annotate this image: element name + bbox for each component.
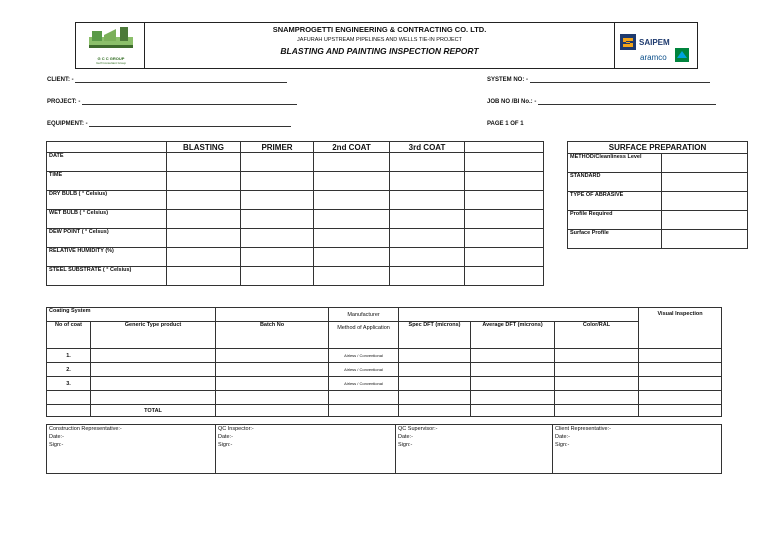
table-cell[interactable] [662,192,748,211]
aramco-icon [675,48,689,62]
table-cell[interactable] [216,377,329,391]
table-cell[interactable] [390,248,465,267]
signature-sign: Sign:- [555,442,570,448]
table-cell[interactable] [329,391,399,405]
client-field[interactable] [47,77,287,83]
conditions-header-extra [465,142,544,153]
col-header-batch-no: Batch No [216,322,329,349]
coat-row-method: Airless / Conventional [329,363,399,377]
conditions-header-primer: PRIMER [241,142,314,153]
table-cell[interactable] [662,173,748,192]
table-cell[interactable] [465,210,544,229]
row-label-dew-point: DEW POINT ( ° Celsus) [47,229,167,248]
table-cell[interactable] [241,267,314,286]
table-cell[interactable] [167,191,241,210]
col-header-color-ral: Color/RAL [555,322,639,349]
table-cell[interactable] [314,191,390,210]
table-cell[interactable] [555,391,639,405]
table-cell[interactable] [639,363,722,377]
row-label-dry-bulb: DRY BULB ( ° Celsius) [47,191,167,210]
table-cell[interactable] [471,377,555,391]
table-cell[interactable] [471,405,555,417]
col-header-avg-dft: Average DFT (microns) [471,322,555,349]
table-cell[interactable] [47,391,91,405]
coat-row-method: Airless / Conventional [329,377,399,391]
gcc-logo-icon [86,25,136,51]
signature-client-rep[interactable] [553,425,722,474]
conditions-table [46,141,544,286]
saipem-logo-text: SAIPEM [639,38,670,47]
signature-sign: Sign:- [218,442,233,448]
signature-date: Date:- [398,434,413,440]
col-header-method: Method of Application [329,322,399,349]
col-header-spec-dft: Spec DFT (microns) [399,322,471,349]
table-cell[interactable] [390,210,465,229]
table-cell[interactable] [91,349,216,363]
surface-prep-profile-required: Profile Required [568,211,662,230]
table-cell[interactable] [314,172,390,191]
row-label-relative-humidity: RELATIVE HUMIDITY (%) [47,248,167,267]
table-cell[interactable] [314,153,390,172]
signature-role: Client Representative:- [555,426,611,432]
coat-row-number: 3. [47,377,91,391]
table-cell[interactable] [241,191,314,210]
signature-date: Date:- [218,434,233,440]
conditions-header-blasting: BLASTING [167,142,241,153]
table-cell[interactable] [662,230,748,249]
table-cell[interactable] [471,363,555,377]
table-cell[interactable] [390,267,465,286]
table-cell[interactable] [314,267,390,286]
company-name: SNAMPROGETTI ENGINEERING & CONTRACTING CO. LTD. [272,25,487,34]
job-no-input-line[interactable] [538,99,716,105]
table-cell[interactable] [465,191,544,210]
table-cell[interactable] [639,391,722,405]
report-header [75,22,698,69]
table-cell[interactable] [471,391,555,405]
table-cell[interactable] [662,154,748,173]
equipment-label: EQUIPMENT: - [47,121,88,127]
coat-row-number: 1. [47,349,91,363]
equipment-input-line[interactable] [89,121,291,127]
table-cell[interactable] [91,363,216,377]
table-cell[interactable] [216,308,329,322]
coating-system-label: Coating System [47,308,216,322]
signature-role: Construction Representative:- [49,426,122,432]
table-cell[interactable] [241,153,314,172]
table-cell[interactable] [555,405,639,417]
manufacturer-label: Manufacturer [329,308,399,322]
table-cell[interactable] [314,248,390,267]
table-cell[interactable] [91,391,216,405]
system-no-input-line[interactable] [530,77,710,83]
row-label-date: DATE [47,153,167,172]
client-logos [620,30,692,66]
aramco-logo-text: aramco [640,53,667,62]
signature-qc-inspector[interactable] [216,425,396,474]
table-cell[interactable] [241,248,314,267]
surface-prep-abrasive: TYPE OF ABRASIVE [568,192,662,211]
table-cell[interactable] [639,377,722,391]
job-no-label: JOB NO /BI No.: - [487,99,537,105]
surface-prep-method: METHOD/Cleanliness Level [568,154,662,173]
system-no-field[interactable] [487,77,710,83]
gcc-logo [86,25,136,65]
client-input-line[interactable] [75,77,287,83]
table-cell[interactable] [399,363,471,377]
signature-sign: Sign:- [49,442,64,448]
signature-qc-supervisor[interactable] [396,425,553,474]
table-cell[interactable] [167,248,241,267]
table-cell[interactable] [465,153,544,172]
coating-table [46,307,722,417]
table-cell[interactable] [216,405,329,417]
table-cell[interactable] [216,391,329,405]
project-label: PROJECT: - [47,99,81,105]
col-header-no-of-coat: No of coat [47,322,91,349]
signature-date: Date:- [49,434,64,440]
system-no-label: SYSTEM NO: - [487,77,529,83]
saipem-icon [620,34,636,50]
table-cell[interactable] [167,172,241,191]
row-label-steel-substrate: STEEL SUBSTRATE ( ° Celsius) [47,267,167,286]
table-cell[interactable] [167,210,241,229]
table-cell[interactable] [216,349,329,363]
table-cell[interactable] [555,349,639,363]
table-cell[interactable] [216,363,329,377]
signature-construction-rep[interactable] [47,425,216,474]
table-cell[interactable] [241,229,314,248]
table-cell[interactable] [471,349,555,363]
gcc-logo-subtext: Gulf Consultant Group [96,61,126,65]
equipment-field[interactable] [47,121,291,127]
table-cell[interactable] [390,172,465,191]
table-cell[interactable] [465,267,544,286]
table-cell[interactable] [329,405,399,417]
header-divider [614,22,615,69]
surface-prep-title: SURFACE PREPARATION [568,142,748,154]
table-cell[interactable] [390,229,465,248]
signature-date: Date:- [555,434,570,440]
signature-role: QC Inspector:- [218,426,254,432]
surface-prep-surface-profile: Surface Profile [568,230,662,249]
table-cell[interactable] [167,267,241,286]
coat-row-number: 2. [47,363,91,377]
page-number: PAGE 1 OF 1 [487,121,524,127]
conditions-header-blank [47,142,167,153]
table-cell[interactable] [390,153,465,172]
surface-prep-standard: STANDARD [568,173,662,192]
table-cell[interactable] [555,377,639,391]
table-cell[interactable] [639,405,722,417]
table-cell[interactable] [662,211,748,230]
signature-sign: Sign:- [398,442,413,448]
conditions-header-3rd-coat: 3rd COAT [390,142,465,153]
table-cell[interactable] [399,308,639,322]
signature-table [46,424,722,474]
table-cell[interactable] [399,391,471,405]
table-cell[interactable] [465,172,544,191]
table-cell[interactable] [241,172,314,191]
row-label-time: TIME [47,172,167,191]
gcc-logo-text: G C C GROUP [97,56,125,61]
visual-inspection-label: Visual Inspection [639,308,722,349]
table-cell[interactable] [47,405,91,417]
table-cell[interactable] [465,248,544,267]
col-header-generic-type: Generic Type product [91,322,216,349]
table-cell[interactable] [167,153,241,172]
table-cell[interactable] [399,405,471,417]
coat-row-method: Airless / Conventional [329,349,399,363]
table-cell[interactable] [390,191,465,210]
row-label-wet-bulb: WET BULB ( ° Celsius) [47,210,167,229]
table-cell[interactable] [314,210,390,229]
conditions-header-2nd-coat: 2nd COAT [314,142,390,153]
table-cell[interactable] [639,349,722,363]
client-label: CLIENT: - [47,77,74,83]
report-title: BLASTING AND PAINTING INSPECTION REPORT [280,46,479,56]
table-cell[interactable] [91,377,216,391]
table-cell[interactable] [314,229,390,248]
table-cell[interactable] [555,363,639,377]
table-cell[interactable] [241,210,314,229]
table-cell[interactable] [399,349,471,363]
signature-role: QC Supervisor:- [398,426,438,432]
total-label: TOTAL [91,405,216,417]
job-no-field[interactable] [487,99,716,105]
table-cell[interactable] [465,229,544,248]
project-input-line[interactable] [82,99,297,105]
surface-prep-table [567,141,748,249]
table-cell[interactable] [399,377,471,391]
project-field[interactable] [47,99,297,105]
table-cell[interactable] [167,229,241,248]
project-line: JAFURAH UPSTREAM PIPELINES AND WELLS TIE-IN PROJECT [297,37,462,43]
